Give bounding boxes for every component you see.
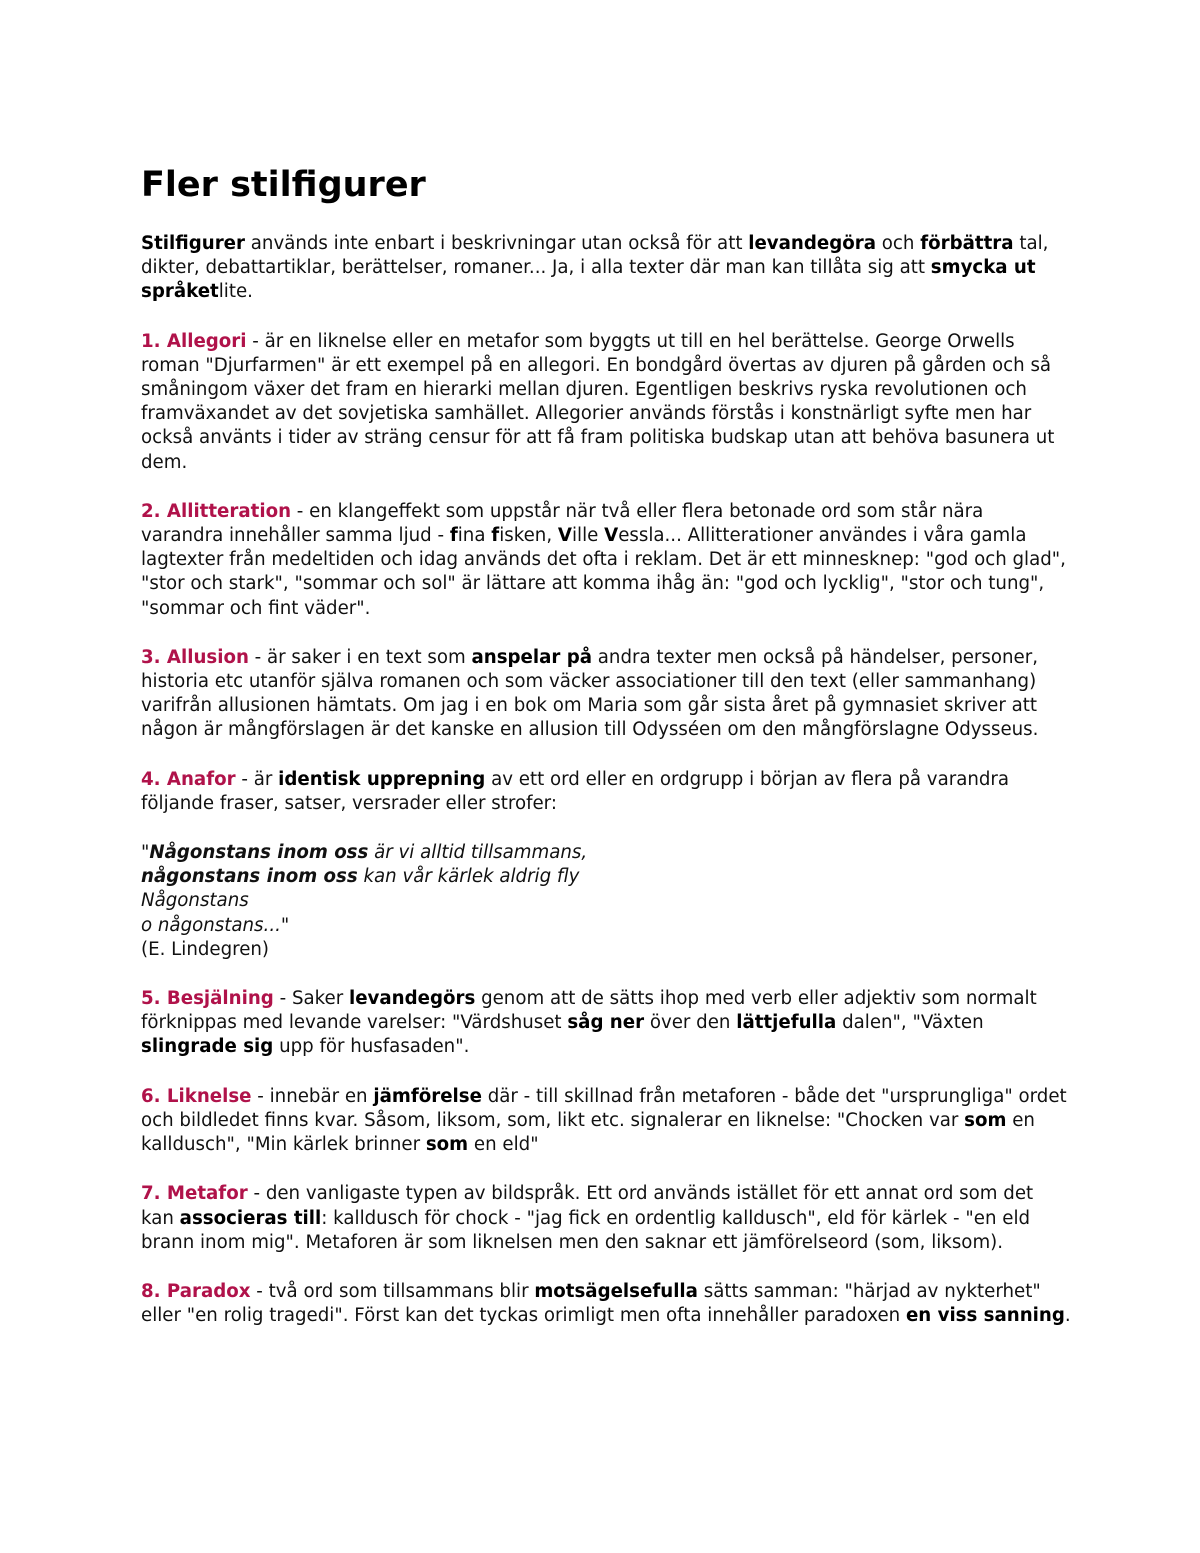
intro-bold: Stilfigurer (141, 233, 245, 254)
intro-text: tal, dikter, debattartiklar, berättelser, romaner... Ja, i alla texter där man kan tillåta sig att (141, 233, 1049, 279)
quote-attribution: (E. Lindegren) (141, 938, 270, 960)
intro-text: används inte enbart i beskrivningar utan också för att (244, 233, 749, 254)
item-text: isken, (499, 525, 558, 547)
item-text: essla... Allitterationer användes i våra gamla lagtexter från medeltiden och idag används det ofta i reklam. Det är ett minnesknep: "god och glad", "stor och stark", "sommar och sol" är lättare att komma ihåg än: "god och lycklig", "stor och tung", "sommar och fint väder". (141, 525, 1066, 619)
item-bold: slingrade sig (141, 1036, 274, 1058)
quote-line (141, 841, 1071, 865)
quote-line: Någonstans (141, 890, 249, 912)
quote-text: kan vår kärlek aldrig fly (357, 866, 580, 888)
item-text: genom att de sätts ihop med verb eller adjektiv som normalt förknippas med levande varelser: "Värdshuset (141, 988, 1037, 1034)
item-text: sätts samman: "härjad av nykterhet" eller "en rolig tragedi". Först kan det tyckas orimligt men ofta innehåller paradoxen (141, 1280, 1041, 1327)
item-allegori (141, 330, 1071, 475)
quote-bold: Någonstans inom oss (149, 842, 369, 864)
item-text: : kalldusch för chock - "jag fick en ordentlig kalldusch", eld för kärlek - "en eld brann inom mig". Metaforen är som liknelsen men den saknar ett jämförelseord (som, liksom). (141, 1207, 1031, 1253)
term-heading: 8. Paradox (141, 1280, 251, 1302)
item-text: - den vanligaste typen av bildspråk. Ett ord används istället för ett annat ord som det kan (141, 1183, 1034, 1229)
item-bold: motsägelsefulla (534, 1280, 698, 1302)
item-text: över den (644, 1012, 737, 1034)
item-metafor (141, 1182, 1071, 1255)
item-text: - en klangeffekt som uppstår när två eller flera betonade ord som står nära varandra innehåller samma ljud - (141, 500, 984, 547)
item-text: - är en liknelse eller en metafor som byggts ut till en hel berättelse. George Orwells roman "Djurfarmen" är ett exempel på en allegori. En bondgård övertas av djuren på gården och så småningom växer det fram en hierarki mellan djuren. Egentligen beskrivs ryska revolutionen och framväxandet av det sovjetiska samhället. Allegorier används förstås i konstnärligt syfte men har också använts i tider av sträng censur för att få fram politiska budskap utan att behöva basunera ut dem. (141, 330, 1055, 473)
item-bold: som (425, 1134, 469, 1156)
item-bold: anspelar på (471, 646, 592, 668)
item-text: - innebär en (251, 1085, 374, 1107)
quote-mark: " (141, 842, 150, 864)
anafor-quote (141, 841, 1071, 962)
intro-text: lite. (218, 281, 253, 303)
item-paradox (141, 1280, 1071, 1328)
item-bold: jämförelse (373, 1085, 482, 1107)
term-heading: 1. Allegori (141, 330, 247, 352)
quote-line: o någonstans..." (141, 914, 290, 936)
item-text: . (1064, 1305, 1071, 1327)
term-heading: 2. Allitteration (141, 500, 292, 522)
item-text: - är (235, 768, 279, 790)
item-bold: identisk upprepning (278, 768, 486, 790)
quote-bold: någonstans inom oss (141, 866, 358, 888)
item-text: dalen", "Växten (836, 1012, 984, 1034)
item-text: en eld" (468, 1134, 539, 1156)
intro-bold: förbättra (920, 233, 1014, 254)
item-text: upp för husfasaden". (273, 1036, 470, 1058)
item-bold: V (604, 525, 619, 547)
item-bold: lättjefulla (736, 1012, 837, 1034)
item-text: ina (457, 525, 492, 547)
quote-line (141, 865, 1071, 889)
intro-bold: levandegöra (748, 233, 876, 254)
item-text: ille (571, 525, 605, 547)
item-text: en kalldusch", "Min kärlek brinner (141, 1109, 1035, 1156)
intro-paragraph (141, 232, 1071, 305)
term-heading: 4. Anafor (141, 768, 236, 790)
item-text: - är saker i en text som (248, 646, 472, 668)
item-text: av ett ord eller en ordgrupp i början av flera på varandra följande fraser, satser, versrader eller strofer: (141, 768, 1010, 814)
item-bold: levandegörs (348, 988, 476, 1010)
item-bold: en viss sanning (905, 1305, 1065, 1327)
item-text: - Saker (273, 988, 349, 1010)
item-bold: såg ner (567, 1012, 645, 1034)
item-liknelse (141, 1085, 1071, 1158)
item-allitteration (141, 500, 1071, 621)
item-bold: V (557, 525, 572, 547)
item-bold: som (964, 1109, 1007, 1131)
item-text: andra texter men också på händelser, personer, historia etc utanför själva romanen och som väcker associationer till den text (eller sammanhang) varifrån allusionen hämtats. Om jag i en bok om Maria som går sista året på gymnasiet skriver att någon är mångförslagen är det kanske en allusion till Odysséen om den mångförslagne Odysseus. (141, 646, 1039, 741)
item-anafor (141, 768, 1071, 816)
term-heading: 3. Allusion (141, 646, 249, 668)
term-heading: 5. Besjälning (141, 988, 274, 1010)
item-text: - två ord som tillsammans blir (250, 1280, 535, 1302)
item-bold: associeras till (179, 1207, 322, 1229)
term-heading: 7. Metafor (141, 1183, 248, 1205)
document-page (141, 160, 1071, 1353)
item-bold: f (449, 525, 458, 547)
item-bold: f (491, 525, 500, 547)
intro-bold: smycka ut språket (141, 257, 1036, 303)
page-title: Fler stilfigurer (141, 165, 426, 205)
term-heading: 6. Liknelse (141, 1085, 252, 1107)
item-text: där - till skillnad från metaforen - både det "ursprungliga" ordet och bildledet finns kvar. Såsom, liksom, som, likt etc. signalerar en liknelse: "Chocken var (141, 1085, 1067, 1131)
item-allusion (141, 646, 1071, 743)
item-besjalning (141, 987, 1071, 1060)
intro-text: och (876, 233, 921, 254)
quote-text: är vi alltid tillsammans, (368, 842, 588, 864)
